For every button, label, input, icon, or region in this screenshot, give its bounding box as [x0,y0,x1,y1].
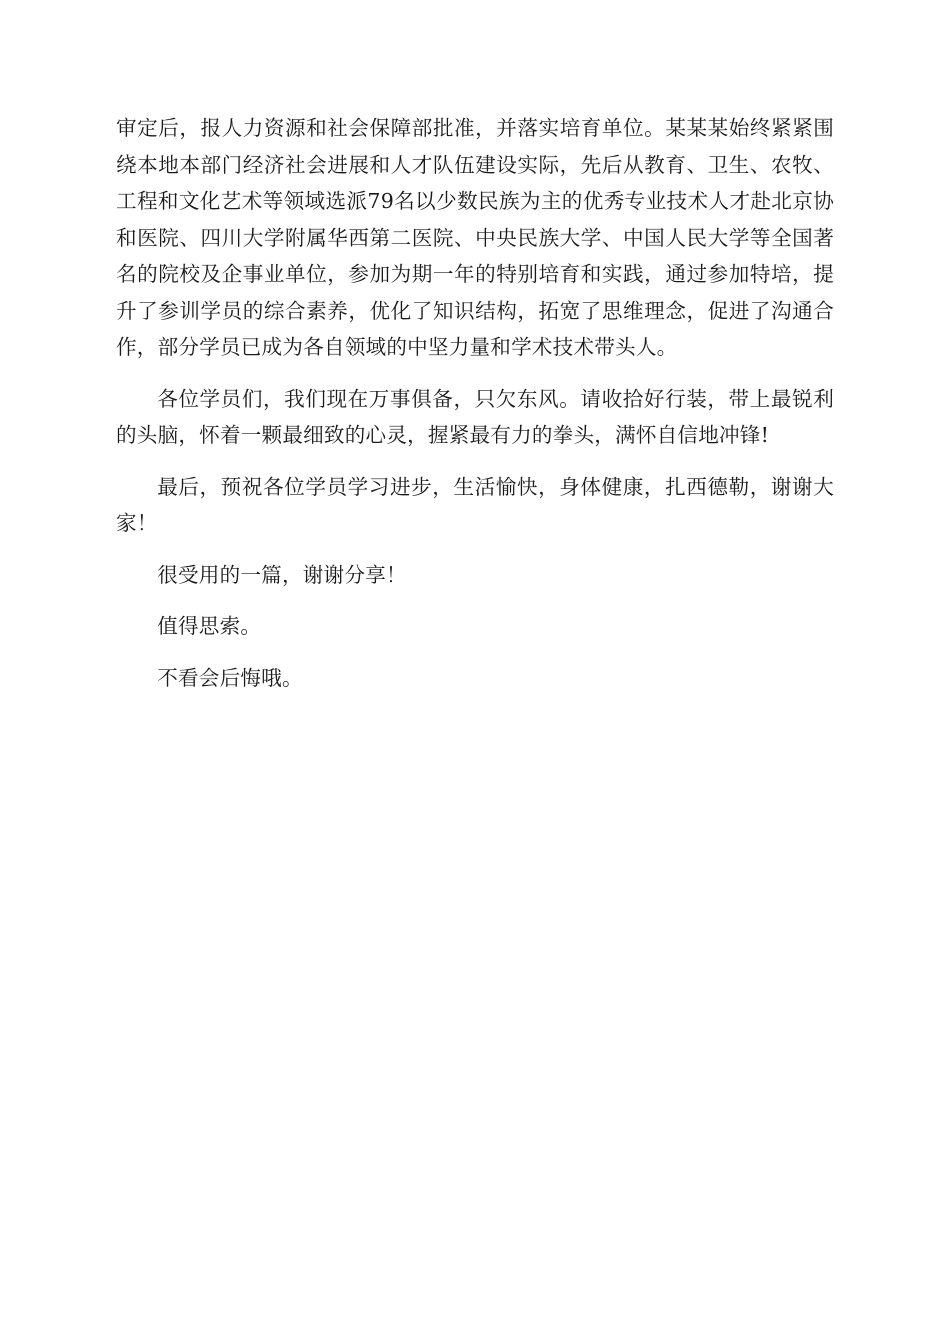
comment-worth-thinking: 值得思索。 [157,614,262,638]
paragraph-closing-wishes: 最后，预祝各位学员学习进步，生活愉快，身体健康，扎西德勒，谢谢大家！ [116,474,834,535]
paragraph-call-to-action: 各位学员们，我们现在万事俱备，只欠东风。请收拾好行装，带上最锐利的头脑，怀着一颗最细致的心灵，握紧最有力的拳头，满怀自信地冲锋! [116,386,834,447]
document-body [116,110,834,696]
comment-useful: 很受用的一篇，谢谢分享！ [157,562,407,587]
paragraph-continuation: 审定后，报人力资源和社会保障部批准，并落实培育单位。某某某始终紧紧围绕本地本部门经济社会进展和人才队伍建设实际，先后从教育、卫生、农牧、工程和文化艺术等领域选派79名以少数民族为主的优秀专业技术人才赴北京协和医院、四川大学附属华西第二医院、中央民族大学、中国人民大学等全国著名的院校及企事业单位，参加为期一年的特别培育和实践，通过参加特培，提升了参训学员的综合素养，优化了知识结构，拓宽了思维理念，促进了沟通合作，部分学员已成为各自领域的中坚力量和学术技术带头人。 [116,116,834,359]
comment-no-regret: 不看会后悔哦。 [157,665,303,690]
